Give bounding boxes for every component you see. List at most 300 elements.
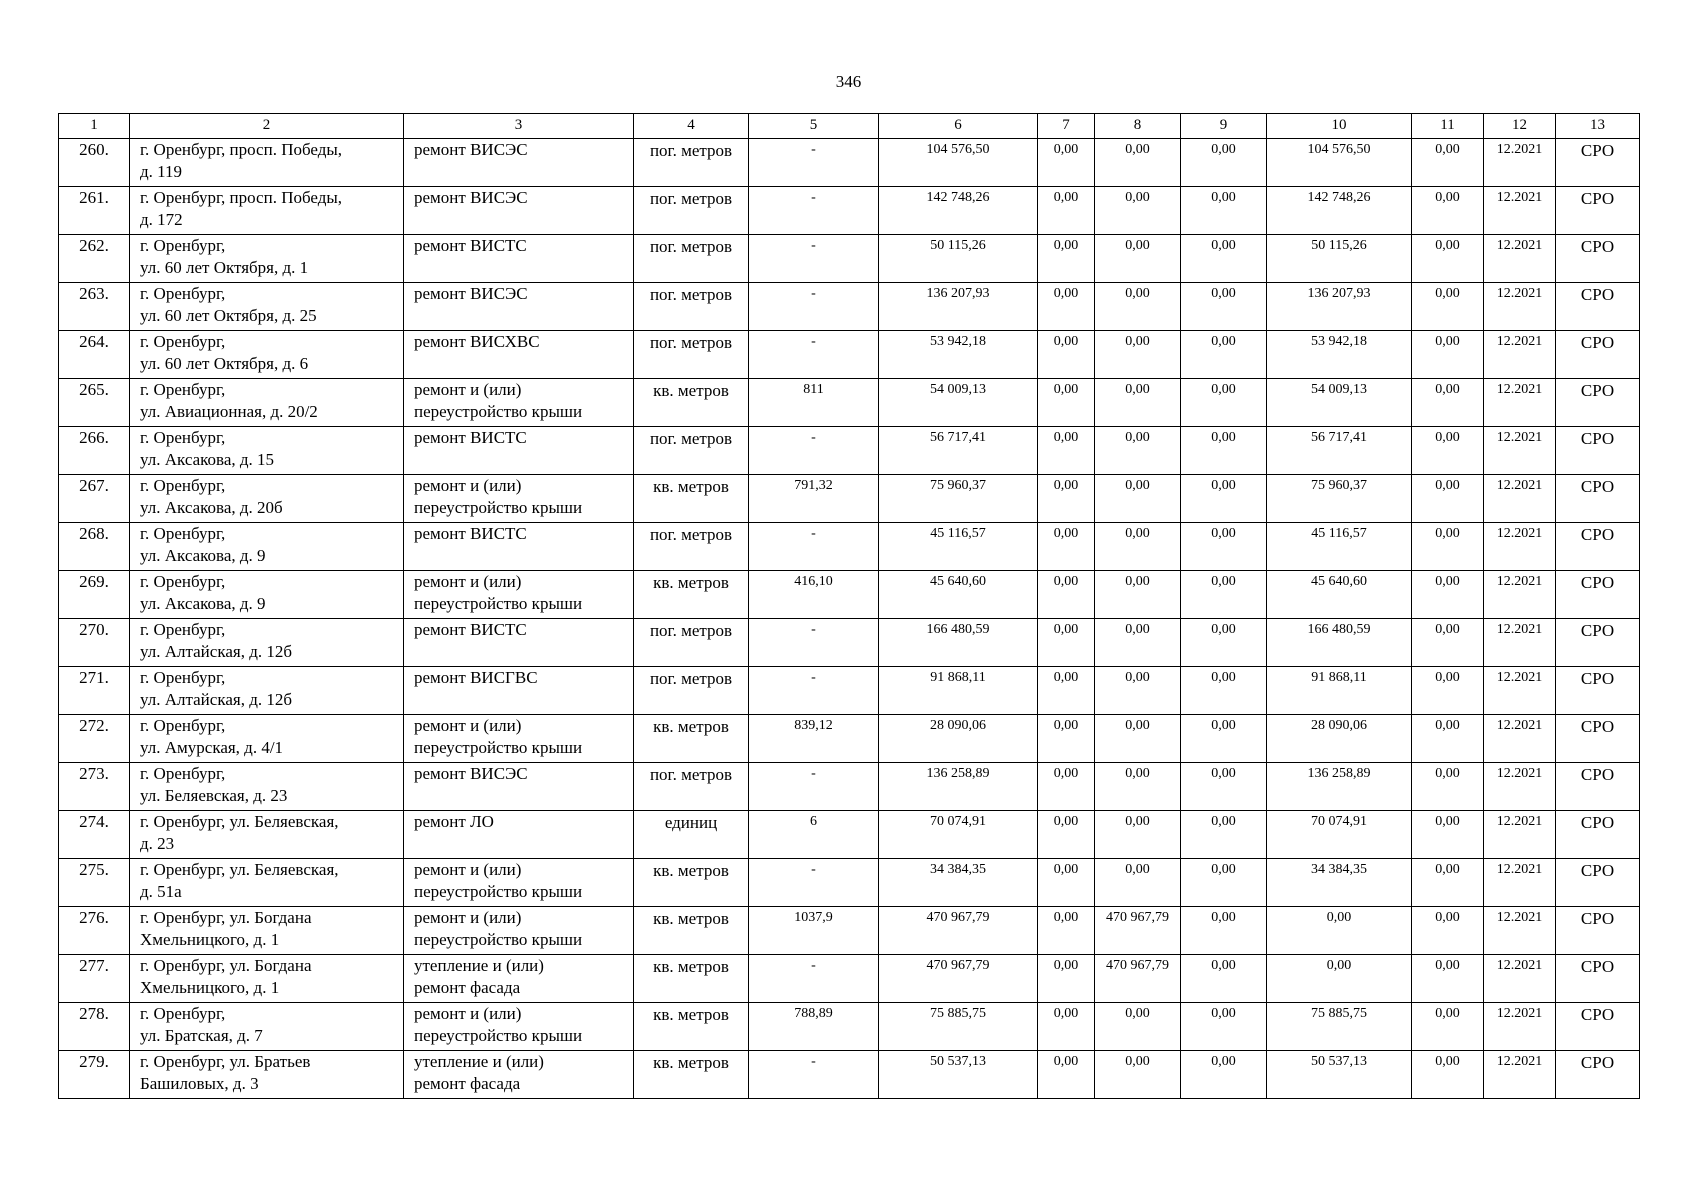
total-cost-cell-text: 142 748,26 (926, 190, 990, 205)
completion-date-cell-text: 12.2021 (1496, 142, 1543, 157)
total-cost-cell (879, 139, 1038, 187)
value-cell-10-text: 54 009,13 (1311, 382, 1367, 397)
value-cell-8 (1095, 715, 1181, 763)
work-type-cell (404, 187, 634, 235)
row-number-cell-text: 270. (79, 620, 109, 639)
address-cell-text: д. 172 (140, 210, 183, 229)
work-type-cell-text: ремонт ВИСЭС (414, 764, 528, 783)
value-cell-8-text: 0,00 (1125, 574, 1150, 589)
unit-cell (634, 667, 749, 715)
unit-cell (634, 571, 749, 619)
address-cell (130, 1051, 404, 1099)
organization-cell (1556, 523, 1640, 571)
row-number-cell (59, 283, 130, 331)
organization-cell-text: СРО (1580, 765, 1615, 784)
quantity-cell-text: - (811, 334, 816, 349)
value-cell-9-text: 0,00 (1211, 238, 1236, 253)
address-cell-text: Хмельницкого, д. 1 (140, 930, 280, 949)
value-cell-8-text: 0,00 (1125, 766, 1150, 781)
value-cell-7-text: 0,00 (1053, 1054, 1079, 1069)
work-type-cell-text: ремонт и (или) (414, 572, 522, 591)
value-cell-11-text: 0,00 (1435, 574, 1460, 589)
address-cell (130, 571, 404, 619)
total-cost-cell (879, 667, 1038, 715)
value-cell-10 (1267, 715, 1412, 763)
quantity-cell (749, 571, 879, 619)
quantity-cell (749, 283, 879, 331)
quantity-cell-text: 1037,9 (794, 910, 833, 925)
total-cost-cell-text: 45 640,60 (930, 574, 986, 589)
quantity-cell-text: - (811, 1054, 816, 1069)
total-cost-cell-text: 50 115,26 (930, 238, 986, 253)
value-cell-8-text: 0,00 (1125, 862, 1150, 877)
unit-cell (634, 619, 749, 667)
address-cell-text: ул. Аксакова, д. 9 (140, 546, 266, 565)
value-cell-11-text: 0,00 (1435, 1054, 1460, 1069)
organization-cell-text: СРО (1580, 1005, 1615, 1024)
unit-cell-text: пог. метров (649, 621, 733, 640)
value-cell-8-text: 470 967,79 (1106, 910, 1169, 925)
column-header: 4 (634, 114, 749, 139)
unit-cell-text: пог. метров (649, 525, 733, 544)
value-cell-7 (1038, 427, 1095, 475)
total-cost-cell (879, 763, 1038, 811)
value-cell-11-text: 0,00 (1435, 286, 1460, 301)
work-type-cell-text: переустройство крыши (414, 882, 583, 901)
value-cell-8-text: 0,00 (1125, 1054, 1150, 1069)
address-cell (130, 763, 404, 811)
value-cell-11 (1412, 715, 1484, 763)
quantity-cell-text: 6 (810, 814, 817, 829)
unit-cell-text: пог. метров (649, 429, 733, 448)
value-cell-10 (1267, 667, 1412, 715)
value-cell-8 (1095, 955, 1181, 1003)
value-cell-11 (1412, 475, 1484, 523)
total-cost-cell (879, 379, 1038, 427)
table-row (59, 859, 1640, 907)
completion-date-cell (1484, 331, 1556, 379)
total-cost-cell (879, 859, 1038, 907)
completion-date-cell (1484, 763, 1556, 811)
unit-cell (634, 427, 749, 475)
value-cell-7-text: 0,00 (1053, 142, 1079, 157)
table-body (59, 114, 1640, 1099)
row-number-cell (59, 139, 130, 187)
value-cell-9-text: 0,00 (1211, 1054, 1236, 1069)
value-cell-9-text: 0,00 (1211, 526, 1236, 541)
quantity-cell-text: - (811, 190, 816, 205)
table-row (59, 139, 1640, 187)
unit-cell-text: пог. метров (649, 141, 733, 160)
address-cell-text: ул. Аксакова, д. 20б (140, 498, 283, 517)
work-type-cell-text: ремонт ВИСЭС (414, 140, 528, 159)
value-cell-11-text: 0,00 (1435, 814, 1460, 829)
value-cell-8-text: 0,00 (1125, 286, 1150, 301)
value-cell-7 (1038, 763, 1095, 811)
organization-cell-text: СРО (1580, 717, 1615, 736)
completion-date-cell-text: 12.2021 (1496, 238, 1543, 253)
organization-cell-text: СРО (1580, 861, 1615, 880)
table-row (59, 811, 1640, 859)
value-cell-9-text: 0,00 (1211, 958, 1236, 973)
organization-cell-text: СРО (1580, 429, 1615, 448)
work-type-cell (404, 619, 634, 667)
quantity-cell-text: - (811, 766, 816, 781)
row-number-cell-text: 272. (79, 716, 109, 735)
value-cell-10-text: 50 537,13 (1311, 1054, 1367, 1069)
column-header: 11 (1412, 114, 1484, 139)
value-cell-10 (1267, 1003, 1412, 1051)
completion-date-cell (1484, 283, 1556, 331)
quantity-cell (749, 667, 879, 715)
column-header: 5 (749, 114, 879, 139)
address-cell-text: г. Оренбург, (140, 380, 226, 399)
quantity-cell-text: - (811, 958, 816, 973)
value-cell-8 (1095, 1003, 1181, 1051)
value-cell-10 (1267, 571, 1412, 619)
table-row (59, 955, 1640, 1003)
completion-date-cell (1484, 955, 1556, 1003)
address-cell-text: г. Оренбург, (140, 716, 226, 735)
organization-cell (1556, 331, 1640, 379)
value-cell-9 (1181, 667, 1267, 715)
address-cell (130, 811, 404, 859)
quantity-cell-text: - (811, 430, 816, 445)
work-type-cell (404, 667, 634, 715)
quantity-cell (749, 331, 879, 379)
table-row (59, 619, 1640, 667)
unit-cell (634, 235, 749, 283)
completion-date-cell-text: 12.2021 (1496, 910, 1543, 925)
value-cell-8 (1095, 235, 1181, 283)
column-header: 10 (1267, 114, 1412, 139)
value-cell-7-text: 0,00 (1053, 526, 1079, 541)
value-cell-7 (1038, 139, 1095, 187)
value-cell-10-text: 91 868,11 (1311, 670, 1367, 685)
column-header: 13 (1556, 114, 1640, 139)
value-cell-9-text: 0,00 (1211, 622, 1236, 637)
address-cell-text: Башиловых, д. 3 (140, 1074, 259, 1093)
value-cell-11-text: 0,00 (1435, 430, 1460, 445)
value-cell-11 (1412, 859, 1484, 907)
organization-cell (1556, 715, 1640, 763)
value-cell-8-text: 0,00 (1125, 670, 1150, 685)
value-cell-11 (1412, 1003, 1484, 1051)
value-cell-9-text: 0,00 (1211, 190, 1236, 205)
unit-cell-text: единиц (664, 813, 718, 832)
row-number-cell (59, 1051, 130, 1099)
address-cell-text: г. Оренбург, (140, 236, 226, 255)
completion-date-cell-text: 12.2021 (1496, 526, 1543, 541)
work-type-cell-text: ремонт фасада (414, 978, 521, 997)
value-cell-7-text: 0,00 (1053, 958, 1079, 973)
value-cell-10-text: 56 717,41 (1311, 430, 1367, 445)
work-type-cell (404, 139, 634, 187)
unit-cell (634, 955, 749, 1003)
row-number-cell-text: 267. (79, 476, 109, 495)
value-cell-11-text: 0,00 (1435, 622, 1460, 637)
row-number-cell-text: 275. (79, 860, 109, 879)
value-cell-7-text: 0,00 (1053, 910, 1079, 925)
value-cell-10 (1267, 331, 1412, 379)
value-cell-8-text: 0,00 (1125, 478, 1150, 493)
value-cell-7-text: 0,00 (1053, 1006, 1079, 1021)
row-number-cell (59, 331, 130, 379)
organization-cell-text: СРО (1580, 525, 1615, 544)
value-cell-7-text: 0,00 (1053, 622, 1079, 637)
unit-cell-text: кв. метров (653, 717, 729, 736)
total-cost-cell (879, 235, 1038, 283)
address-cell-text: ул. 60 лет Октября, д. 6 (140, 354, 309, 373)
address-cell-text: г. Оренбург, ул. Беляевская, (140, 860, 339, 879)
row-number-cell (59, 1003, 130, 1051)
quantity-cell-text: 811 (803, 382, 824, 397)
value-cell-10-text: 45 640,60 (1311, 574, 1367, 589)
total-cost-cell (879, 1003, 1038, 1051)
value-cell-7 (1038, 1051, 1095, 1099)
value-cell-10 (1267, 523, 1412, 571)
unit-cell-text: кв. метров (653, 909, 729, 928)
value-cell-9 (1181, 1051, 1267, 1099)
value-cell-11 (1412, 907, 1484, 955)
value-cell-9-text: 0,00 (1211, 670, 1236, 685)
address-cell-text: г. Оренбург, ул. Братьев (140, 1052, 311, 1071)
work-type-cell-text: ремонт и (или) (414, 860, 522, 879)
quantity-cell (749, 427, 879, 475)
quantity-cell-text: - (811, 286, 816, 301)
completion-date-cell (1484, 619, 1556, 667)
value-cell-11 (1412, 331, 1484, 379)
address-cell-text: г. Оренбург, (140, 428, 226, 447)
value-cell-9-text: 0,00 (1211, 910, 1236, 925)
value-cell-8 (1095, 523, 1181, 571)
completion-date-cell-text: 12.2021 (1496, 814, 1543, 829)
organization-cell-text: СРО (1580, 381, 1615, 400)
address-cell-text: г. Оренбург, (140, 572, 226, 591)
value-cell-9-text: 0,00 (1211, 286, 1236, 301)
organization-cell-text: СРО (1580, 285, 1615, 304)
value-cell-11-text: 0,00 (1435, 718, 1460, 733)
value-cell-11-text: 0,00 (1435, 478, 1460, 493)
unit-cell (634, 187, 749, 235)
value-cell-10-text: 50 115,26 (1311, 238, 1367, 253)
value-cell-8 (1095, 139, 1181, 187)
value-cell-10-text: 136 207,93 (1307, 286, 1371, 301)
row-number-cell-text: 265. (79, 380, 109, 399)
value-cell-8 (1095, 571, 1181, 619)
table-row (59, 1003, 1640, 1051)
total-cost-cell-text: 53 942,18 (930, 334, 986, 349)
unit-cell (634, 811, 749, 859)
completion-date-cell (1484, 475, 1556, 523)
completion-date-cell-text: 12.2021 (1496, 1054, 1543, 1069)
address-cell-text: ул. Беляевская, д. 23 (140, 786, 288, 805)
organization-cell (1556, 619, 1640, 667)
value-cell-11-text: 0,00 (1435, 190, 1460, 205)
address-cell (130, 1003, 404, 1051)
total-cost-cell (879, 571, 1038, 619)
completion-date-cell-text: 12.2021 (1496, 286, 1543, 301)
value-cell-9-text: 0,00 (1211, 766, 1236, 781)
value-cell-7 (1038, 571, 1095, 619)
column-number-header-row (59, 114, 1640, 139)
organization-cell-text: СРО (1580, 573, 1615, 592)
value-cell-8 (1095, 283, 1181, 331)
address-cell-text: г. Оренбург, (140, 476, 226, 495)
value-cell-10 (1267, 811, 1412, 859)
address-cell-text: Хмельницкого, д. 1 (140, 978, 280, 997)
value-cell-9 (1181, 811, 1267, 859)
organization-cell (1556, 667, 1640, 715)
organization-cell-text: СРО (1580, 477, 1615, 496)
address-cell (130, 139, 404, 187)
total-cost-cell-text: 56 717,41 (930, 430, 986, 445)
value-cell-8 (1095, 379, 1181, 427)
row-number-cell (59, 907, 130, 955)
value-cell-7 (1038, 859, 1095, 907)
work-type-cell (404, 523, 634, 571)
row-number-cell-text: 274. (79, 812, 109, 831)
work-type-cell-text: ремонт ВИСХВС (414, 332, 540, 351)
row-number-cell-text: 260. (79, 140, 109, 159)
organization-cell-text: СРО (1580, 333, 1615, 352)
value-cell-9 (1181, 955, 1267, 1003)
value-cell-11 (1412, 571, 1484, 619)
value-cell-8-text: 0,00 (1125, 526, 1150, 541)
value-cell-11 (1412, 1051, 1484, 1099)
total-cost-cell-text: 470 967,79 (926, 958, 990, 973)
address-cell-text: ул. Аксакова, д. 9 (140, 594, 266, 613)
value-cell-9 (1181, 283, 1267, 331)
value-cell-11-text: 0,00 (1435, 238, 1460, 253)
work-type-cell-text: переустройство крыши (414, 498, 583, 517)
value-cell-7 (1038, 283, 1095, 331)
address-cell (130, 331, 404, 379)
value-cell-10-text: 0,00 (1326, 910, 1352, 925)
work-type-cell (404, 1051, 634, 1099)
work-type-cell-text: ремонт и (или) (414, 1004, 522, 1023)
value-cell-10 (1267, 619, 1412, 667)
organization-cell-text: СРО (1580, 909, 1615, 928)
value-cell-9 (1181, 859, 1267, 907)
address-cell-text: г. Оренбург, ул. Богдана (140, 908, 312, 927)
quantity-cell-text: 791,32 (794, 478, 833, 493)
work-type-cell (404, 571, 634, 619)
value-cell-10-text: 104 576,50 (1307, 142, 1371, 157)
page-number: 346 (835, 72, 862, 91)
value-cell-7-text: 0,00 (1053, 430, 1079, 445)
value-cell-11 (1412, 955, 1484, 1003)
completion-date-cell-text: 12.2021 (1496, 574, 1543, 589)
value-cell-11-text: 0,00 (1435, 862, 1460, 877)
value-cell-9-text: 0,00 (1211, 142, 1236, 157)
total-cost-cell (879, 523, 1038, 571)
work-type-cell-text: ремонт ВИСТС (414, 620, 527, 639)
value-cell-11-text: 0,00 (1435, 142, 1460, 157)
work-type-cell (404, 235, 634, 283)
repair-program-table (58, 113, 1640, 1099)
row-number-cell (59, 187, 130, 235)
value-cell-7 (1038, 811, 1095, 859)
value-cell-11 (1412, 235, 1484, 283)
value-cell-10-text: 136 258,89 (1307, 766, 1371, 781)
value-cell-11 (1412, 187, 1484, 235)
value-cell-7-text: 0,00 (1053, 718, 1079, 733)
value-cell-7 (1038, 955, 1095, 1003)
table-row (59, 235, 1640, 283)
work-type-cell-text: ремонт ЛО (414, 812, 494, 831)
organization-cell (1556, 235, 1640, 283)
row-number-cell-text: 266. (79, 428, 109, 447)
address-cell-text: ул. 60 лет Октября, д. 1 (140, 258, 309, 277)
quantity-cell-text: 839,12 (794, 718, 833, 733)
value-cell-11-text: 0,00 (1435, 526, 1460, 541)
value-cell-11 (1412, 811, 1484, 859)
row-number-cell-text: 271. (79, 668, 109, 687)
work-type-cell-text: переустройство крыши (414, 738, 583, 757)
address-cell-text: ул. Братская, д. 7 (140, 1026, 263, 1045)
value-cell-7-text: 0,00 (1053, 382, 1079, 397)
total-cost-cell-text: 70 074,91 (930, 814, 986, 829)
work-type-cell (404, 1003, 634, 1051)
unit-cell (634, 475, 749, 523)
total-cost-cell-text: 136 207,93 (926, 286, 990, 301)
value-cell-8 (1095, 331, 1181, 379)
row-number-cell-text: 276. (79, 908, 109, 927)
value-cell-9-text: 0,00 (1211, 430, 1236, 445)
organization-cell-text: СРО (1580, 237, 1615, 256)
value-cell-9 (1181, 331, 1267, 379)
work-type-cell-text: ремонт ВИСТС (414, 524, 527, 543)
completion-date-cell-text: 12.2021 (1496, 670, 1543, 685)
unit-cell (634, 283, 749, 331)
quantity-cell (749, 187, 879, 235)
address-cell-text: ул. Алтайская, д. 12б (140, 642, 292, 661)
work-type-cell (404, 811, 634, 859)
address-cell-text: ул. Алтайская, д. 12б (140, 690, 292, 709)
value-cell-9 (1181, 715, 1267, 763)
value-cell-9 (1181, 475, 1267, 523)
unit-cell-text: кв. метров (653, 1053, 729, 1072)
value-cell-11-text: 0,00 (1435, 766, 1460, 781)
value-cell-11 (1412, 523, 1484, 571)
address-cell-text: г. Оренбург, (140, 620, 226, 639)
work-type-cell (404, 715, 634, 763)
row-number-cell (59, 763, 130, 811)
value-cell-7 (1038, 667, 1095, 715)
quantity-cell-text: - (811, 238, 816, 253)
row-number-cell-text: 277. (79, 956, 109, 975)
value-cell-10 (1267, 427, 1412, 475)
work-type-cell-text: ремонт и (или) (414, 908, 522, 927)
value-cell-7-text: 0,00 (1053, 670, 1079, 685)
column-header: 2 (130, 114, 404, 139)
value-cell-8 (1095, 1051, 1181, 1099)
value-cell-10-text: 166 480,59 (1307, 622, 1371, 637)
work-type-cell-text: переустройство крыши (414, 402, 583, 421)
value-cell-7-text: 0,00 (1053, 190, 1079, 205)
value-cell-10-text: 53 942,18 (1311, 334, 1367, 349)
quantity-cell (749, 379, 879, 427)
row-number-cell-text: 278. (79, 1004, 109, 1023)
value-cell-7 (1038, 475, 1095, 523)
column-header: 12 (1484, 114, 1556, 139)
unit-cell (634, 379, 749, 427)
work-type-cell-text: ремонт ВИСЭС (414, 188, 528, 207)
total-cost-cell-text: 75 960,37 (930, 478, 986, 493)
address-cell-text: г. Оренбург, просп. Победы, (140, 188, 343, 207)
value-cell-9 (1181, 571, 1267, 619)
